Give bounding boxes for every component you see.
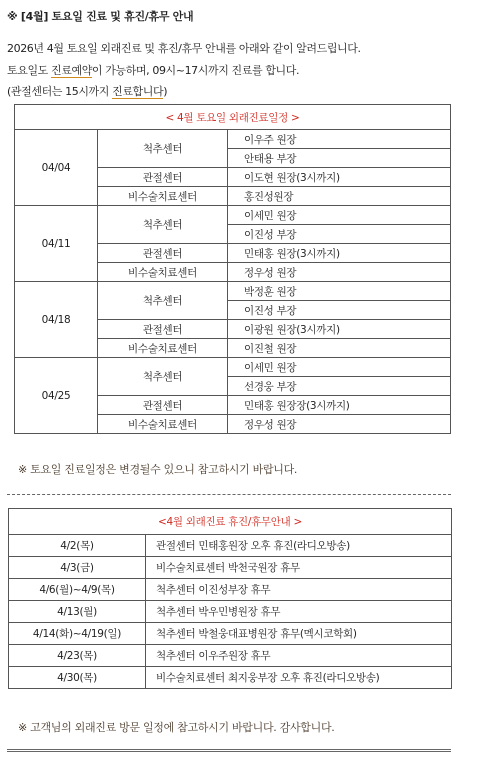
center-name: 비수술치료센터: [98, 415, 228, 434]
center-name: 비수술치료센터: [98, 263, 228, 282]
closure-info: 척추센터 박철웅대표병원장 휴무(멕시코학회): [146, 623, 452, 645]
center-name: 관절센터: [98, 320, 228, 339]
footer-divider: [7, 749, 451, 752]
doctor-name: 민태홍 원장장(3시까지): [228, 396, 451, 415]
intro-line-2: [7, 62, 299, 78]
center-name: 척추센터: [98, 282, 228, 320]
doctor-name: 이도현 원장(3시까지): [228, 168, 451, 187]
saturday-schedule-table: [14, 104, 451, 434]
closure-row: [9, 667, 452, 689]
schedule-date: 04/04: [15, 130, 98, 206]
section-divider: [7, 494, 451, 495]
treatment-highlight: 진료합니다: [112, 85, 164, 98]
doctor-name: 이광원 원장(3시까지): [228, 320, 451, 339]
schedule-date: 04/11: [15, 206, 98, 282]
doctor-name: 안태용 부장: [228, 149, 451, 168]
schedule-change-notice: ※ 토요일 진료일정은 변경될수 있으니 참고하시기 바랍니다.: [18, 463, 298, 476]
closure-row: [9, 645, 452, 667]
closure-info: 관절센터 민태홍원장 오후 휴진(라디오방송): [146, 535, 452, 557]
center-name: 척추센터: [98, 130, 228, 168]
intro-line-2-tail: 이 가능하며, 09시~17시까지 진료를 합니다.: [91, 64, 300, 77]
intro-line-3-tail: ): [163, 85, 168, 98]
closure-table: [8, 508, 452, 689]
doctor-name: 이진철 원장: [228, 339, 451, 358]
closure-info: 척추센터 이진성부장 휴무: [146, 579, 452, 601]
closure-date: 4/6(월)~4/9(목): [9, 579, 146, 601]
saturday-schedule-header: < 4월 토요일 외래진료일정 >: [15, 105, 451, 130]
center-name: 관절센터: [98, 396, 228, 415]
visit-notice: ※ 고객님의 외래진료 방문 일정에 참고하시기 바랍니다. 감사합니다.: [18, 721, 335, 734]
closure-info: 척추센터 박우민병원장 휴무: [146, 601, 452, 623]
closure-date: 4/23(목): [9, 645, 146, 667]
doctor-name: 이세민 원장: [228, 206, 451, 225]
doctor-name: 홍진성원장: [228, 187, 451, 206]
center-name: 척추센터: [98, 206, 228, 244]
center-name: 비수술치료센터: [98, 187, 228, 206]
closure-date: 4/13(월): [9, 601, 146, 623]
closure-row: [9, 601, 452, 623]
intro-line-3-text: (관절센터는 15시까지: [7, 85, 113, 98]
closure-row: [9, 535, 452, 557]
center-name: 관절센터: [98, 168, 228, 187]
closure-date: 4/3(금): [9, 557, 146, 579]
schedule-date: 04/18: [15, 282, 98, 358]
closure-row: [9, 579, 452, 601]
intro-line-2-text: 토요일도: [7, 64, 52, 77]
intro-line-3: [7, 83, 167, 99]
closure-info: 비수술치료센터 박천국원장 휴무: [146, 557, 452, 579]
schedule-row: [15, 282, 451, 301]
doctor-name: 정우성 원장: [228, 263, 451, 282]
schedule-row: [15, 358, 451, 377]
center-name: 비수술치료센터: [98, 339, 228, 358]
doctor-name: 이진성 부장: [228, 301, 451, 320]
schedule-row: [15, 206, 451, 225]
doctor-name: 박정훈 원장: [228, 282, 451, 301]
doctor-name: 이우주 원장: [228, 130, 451, 149]
center-name: 척추센터: [98, 358, 228, 396]
doctor-name: 이세민 원장: [228, 358, 451, 377]
closure-date: 4/30(목): [9, 667, 146, 689]
intro-line-1: 2026년 4월 토요일 외래진료 및 휴진/휴무 안내를 아래와 같이 알려드립니다.: [7, 42, 361, 55]
schedule-row: [15, 130, 451, 149]
center-name: 관절센터: [98, 244, 228, 263]
closure-date: 4/14(화)~4/19(일): [9, 623, 146, 645]
doctor-name: 민태홍 원장(3시까지): [228, 244, 451, 263]
closure-header: <4월 외래진료 휴진/휴무안내 >: [9, 509, 452, 535]
doctor-name: 선경웅 부장: [228, 377, 451, 396]
schedule-date: 04/25: [15, 358, 98, 434]
closure-row: [9, 623, 452, 645]
page-title: ※ [4월] 토요일 진료 및 휴진/휴무 안내: [7, 10, 194, 23]
closure-row: [9, 557, 452, 579]
closure-info: 척추센터 이우주원장 휴무: [146, 645, 452, 667]
closure-date: 4/2(목): [9, 535, 146, 557]
reservation-highlight: 진료예약: [51, 64, 92, 77]
doctor-name: 정우성 원장: [228, 415, 451, 434]
doctor-name: 이진성 부장: [228, 225, 451, 244]
closure-info: 비수술치료센터 최지웅부장 오후 휴진(라디오방송): [146, 667, 452, 689]
